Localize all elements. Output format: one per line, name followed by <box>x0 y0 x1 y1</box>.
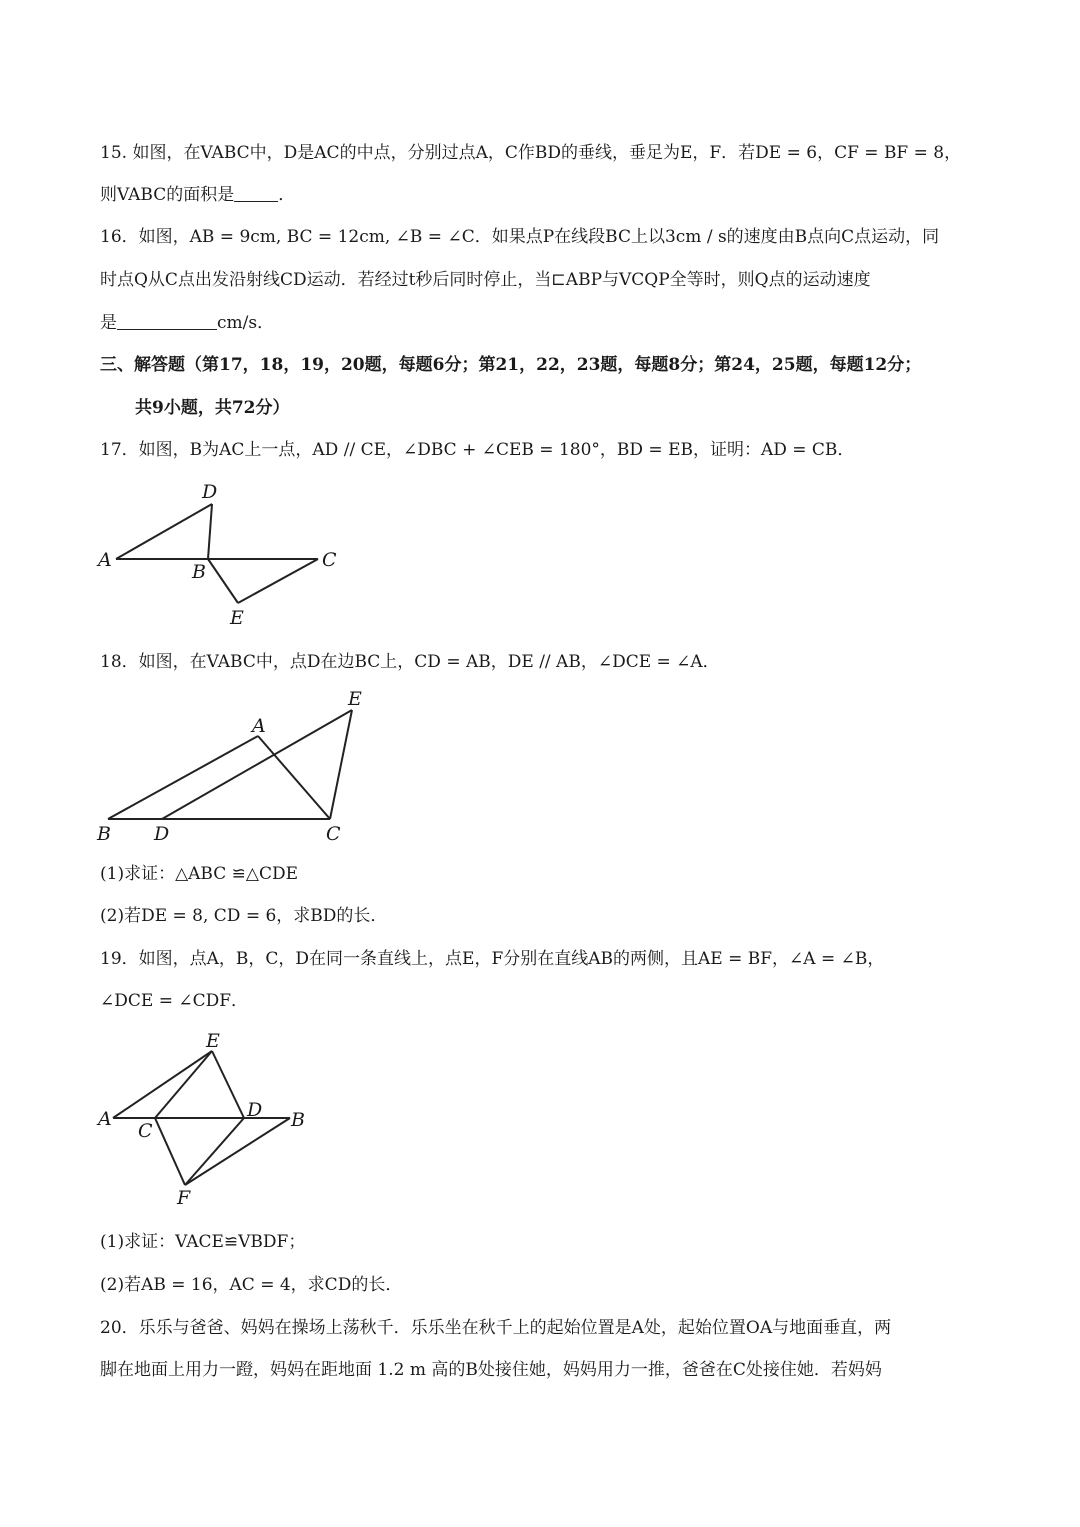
q16-line-2: 时点Q从C点出发沿射线CD运动．若经过t秒后同时停止，当⊏ABP与VCQP全等时，则Q点的运动速度 <box>100 270 871 290</box>
q19-part-1: (1)求证：VACE≌VBDF； <box>100 1232 306 1252</box>
q19-line-1: 19．如图，点A，B，C，D在同一条直线上，点E，F分别在直线AB的两侧，且AE = BF，∠A = ∠B， <box>100 949 885 969</box>
q19-label-a: A <box>98 1108 112 1130</box>
q18-label-d: D <box>154 823 170 845</box>
q19-part-2: (2)若AB = 16，AC = 4，求CD的长． <box>100 1275 403 1295</box>
section-3-header-line-1: 三、解答题（第17，18，19，20题，每题6分；第21，22，23题，每题8分；第24，25题，每题12分； <box>100 355 922 375</box>
q18-label-c: C <box>326 823 341 845</box>
q17-label-d: D <box>202 481 218 503</box>
q19-line-2: ∠DCE = ∠CDF． <box>100 991 249 1011</box>
q19-label-d: D <box>247 1099 263 1121</box>
q17-text: 17．如图，B为AC上一点，AD // CE，∠DBC + ∠CEB = 180°，BD = EB，证明：AD = CB． <box>100 440 855 460</box>
q18-part-1: (1)求证：△ABC ≌△CDE <box>100 864 299 884</box>
q19-label-b: B <box>291 1109 305 1131</box>
q19-segment-cf <box>155 1118 185 1185</box>
q17-label-a: A <box>98 549 112 571</box>
q15-line-2-end: ． <box>278 185 296 205</box>
q19-segment-bf <box>185 1118 290 1185</box>
q18-part-2: (2)若DE = 8, CD = 6，求BD的长． <box>100 906 388 926</box>
q18-text: 18．如图，在VABC中，点D在边BC上，CD = AB，DE // AB，∠DCE = ∠A． <box>100 652 720 672</box>
q20-line-1: 20．乐乐与爸爸、妈妈在操场上荡秋千．乐乐坐在秋千上的起始位置是A处，起始位置OA与地面垂直，两 <box>100 1318 892 1338</box>
q16-line-3-text: 是 <box>100 313 117 333</box>
q19-segment-ed <box>212 1051 244 1118</box>
q19-label-e: E <box>206 1030 220 1052</box>
q18-label-b: B <box>97 823 111 845</box>
q19-segment-df <box>185 1118 244 1185</box>
q16-line-1: 16．如图，AB = 9cm, BC = 12cm, ∠B = ∠C．如果点P在线段BC上以3cm / s的速度由B点向C点运动，同 <box>100 227 940 247</box>
section-3-header-line-2: 共9小题，共72分） <box>135 398 290 418</box>
q20-line-2: 脚在地面上用力一蹬，妈妈在距地面 1.2 m 高的B处接住她，妈妈用力一推，爸爸在C处接住她．若妈妈 <box>100 1360 882 1380</box>
q16-line-3-unit: cm/s． <box>217 313 275 333</box>
q18-label-e: E <box>348 688 362 710</box>
q17-label-c: C <box>322 549 337 571</box>
q15-line-2-text: 则VABC的面积是 <box>100 185 235 205</box>
q18-label-a: A <box>252 715 266 737</box>
q19-label-f: F <box>177 1187 191 1209</box>
q17-label-e: E <box>230 607 244 629</box>
q17-label-b: B <box>192 561 206 583</box>
q15-line-1: 15. 如图，在VABC中，D是AC的中点，分别过点A，C作BD的垂线，垂足为E，F．若DE = 6，CF = BF = 8， <box>100 143 962 163</box>
q19-label-c: C <box>138 1120 153 1142</box>
